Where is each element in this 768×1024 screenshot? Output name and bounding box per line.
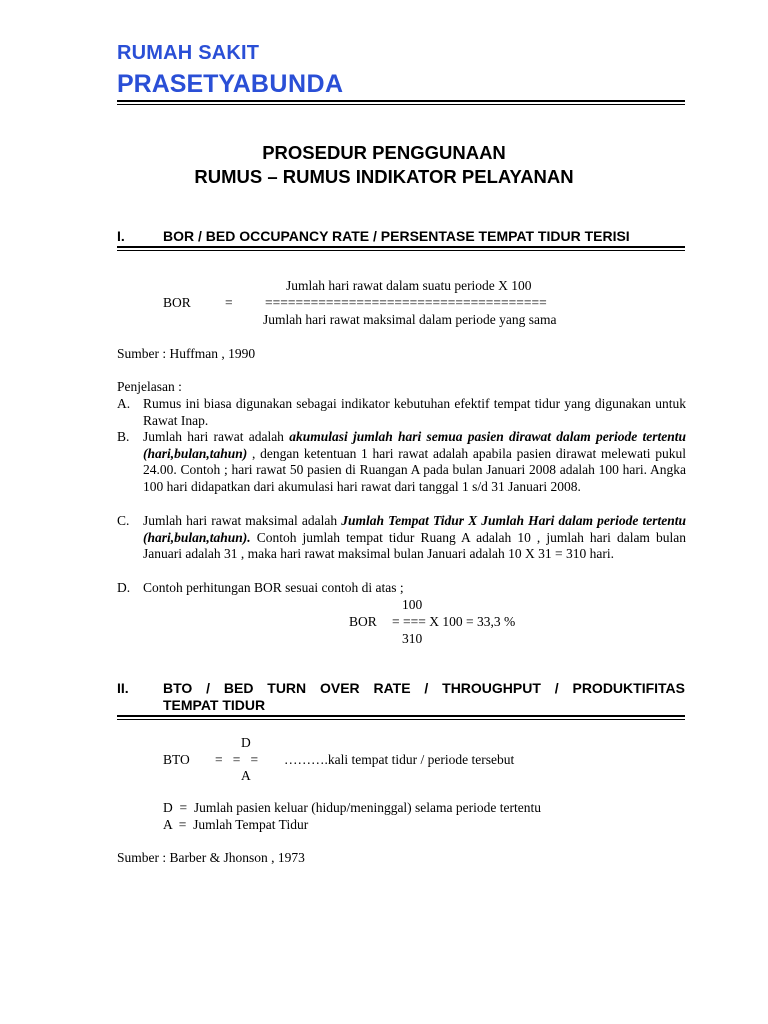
- document-title-line1: PROSEDUR PENGGUNAAN: [262, 142, 506, 163]
- item-d-marker: D.: [117, 580, 131, 595]
- section2-heading-line1: BTO / BED TURN OVER RATE / THROUGHPUT / PRODUKTIFITAS: [163, 680, 685, 696]
- item-c-post: Contoh jumlah tempat tidur Ruang A adalah 10 , jumlah hari dalam bulan Januari adalah 31 , maka hari rawat maksimal bulan Januari adalah 10 X 31 = 310 hari.: [143, 529, 686, 561]
- section1-source: Sumber : Huffman , 1990: [117, 346, 256, 361]
- item-b-text: [143, 429, 686, 495]
- item-b-emphasis: akumulasi jumlah hari semua pasien dirawat dalam periode tertentu (hari,bulan,tahun): [143, 429, 686, 461]
- item-b-marker: B.: [117, 429, 130, 444]
- section2-heading-line2: TEMPAT TIDUR: [163, 697, 266, 713]
- item-b-post: , dengan ketentuan 1 hari rawat adalah apabila pasien dirawat melewati pukul 24.00. Contoh ; hari rawat 50 pasien di Ruangan A pada bulan Januari 2008 adalah 100 hari. Angka 100 hari didapatkan dari akumulasi hari rawat dari tanggal 1 s/d 31 Januari 2008.: [143, 445, 686, 494]
- hospital-name-line2: [117, 70, 344, 99]
- item-c-emphasis: Jumlah Tempat Tidur X Jumlah Hari dalam periode tertentu (hari,bulan,tahun).: [143, 513, 686, 545]
- hospital-name-part2: BUNDA: [250, 70, 344, 98]
- bor-example-denominator: 310: [402, 631, 423, 646]
- header-divider: [117, 100, 685, 105]
- item-a-text: Rumus ini biasa digunakan sebagai indikator kebutuhan efektif tempat tidur yang digunakan untuk Rawat Inap.: [143, 396, 686, 428]
- bor-formula-denominator: Jumlah hari rawat maksimal dalam periode yang sama: [263, 312, 557, 327]
- bto-formula-equals: = = =: [215, 752, 259, 767]
- section1-heading: BOR / BED OCCUPANCY RATE / PERSENTASE TEMPAT TIDUR TERISI: [163, 228, 630, 244]
- bor-example-label: BOR: [349, 614, 377, 629]
- bto-formula-bottom: A: [241, 768, 251, 783]
- item-d-text: Contoh perhitungan BOR sesuai contoh di atas ;: [143, 580, 404, 595]
- bor-formula-label: BOR: [163, 295, 191, 310]
- bor-formula-equals: =: [225, 295, 233, 310]
- bto-formula-top: D: [241, 735, 251, 750]
- explanation-label: Penjelasan :: [117, 379, 182, 394]
- bor-example-numerator: 100: [402, 597, 423, 612]
- bor-example-expression: = === X 100 = 33,3 %: [392, 614, 516, 629]
- definition-a: A = Jumlah Tempat Tidur: [163, 817, 309, 832]
- document-title-line2: RUMUS – RUMUS INDIKATOR PELAYANAN: [194, 166, 574, 187]
- bto-formula-description: ……….kali tempat tidur / periode tersebut: [284, 752, 515, 767]
- item-a-marker: A.: [117, 396, 131, 411]
- bto-formula-label: BTO: [163, 752, 190, 767]
- section1-divider: [117, 246, 685, 251]
- bor-formula-numerator: Jumlah hari rawat dalam suatu periode X 100: [286, 278, 532, 293]
- hospital-name-part1: PRASETYA: [117, 70, 251, 98]
- item-c-pre: Jumlah hari rawat maksimal adalah: [143, 513, 342, 528]
- bor-formula-bar: =====================================: [265, 295, 547, 310]
- section2-number: II.: [117, 680, 129, 696]
- hospital-name-line1: RUMAH SAKIT: [117, 42, 260, 64]
- section2-divider: [117, 715, 685, 720]
- item-c-text: [143, 513, 686, 563]
- section2-source: Sumber : Barber & Jhonson , 1973: [117, 850, 305, 865]
- definition-d: D = Jumlah pasien keluar (hidup/meninggal) selama periode tertentu: [163, 800, 541, 815]
- section1-number: I.: [117, 228, 125, 244]
- item-c-marker: C.: [117, 513, 130, 528]
- item-b-pre: Jumlah hari rawat adalah: [143, 429, 290, 444]
